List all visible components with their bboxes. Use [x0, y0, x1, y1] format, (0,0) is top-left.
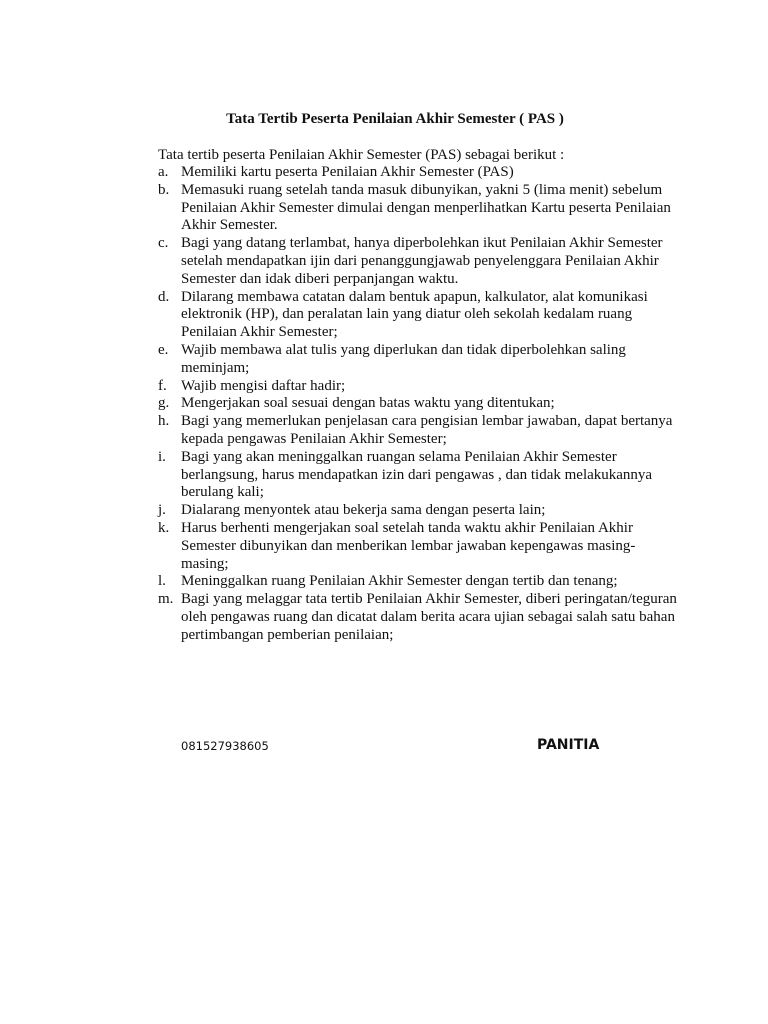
- list-item: [158, 449, 678, 502]
- list-item: [158, 289, 678, 342]
- list-item: [158, 182, 678, 235]
- list-item-text: Memasuki ruang setelah tanda masuk dibunyikan, yakni 5 (lima menit) sebelum Penilaian Akhir Semester dimulai dengan menperlihatkan Kartu peserta Penilaian Akhir Semester.: [181, 181, 671, 234]
- list-item: [158, 164, 678, 182]
- document-title: Tata Tertib Peserta Penilaian Akhir Semester ( PAS ): [226, 111, 564, 127]
- list-item: [158, 413, 678, 449]
- list-item-letter: b.: [158, 181, 170, 198]
- contact-phone: 081527938605: [181, 739, 269, 753]
- list-item-text: Wajib membawa alat tulis yang diperlukan dan tidak diperbolehkan saling meminjam;: [181, 341, 626, 376]
- list-item-text: Bagi yang memerlukan penjelasan cara pengisian lembar jawaban, dapat bertanya kepada pengawas Penilaian Akhir Semester;: [181, 413, 673, 447]
- list-item-text: Dilarang membawa catatan dalam bentuk apapun, kalkulator, alat komunikasi elektronik (HP), dan peralatan lain yang diatur oleh sekolah kedalam ruang Penilaian Akhir Semester;: [181, 288, 648, 341]
- list-item: [158, 591, 678, 644]
- list-item-letter: f.: [158, 377, 167, 394]
- list-item-text: Memiliki kartu peserta Penilaian Akhir Semester (PAS): [181, 164, 514, 180]
- list-item-letter: g.: [158, 395, 170, 412]
- signature-label: PANITIA: [537, 737, 600, 753]
- list-item-text: Bagi yang datang terlambat, hanya diperbolehkan ikut Penilaian Akhir Semester setelah mendapatkan ijin dari penanggungjawab penyelenggara Penilaian Akhir Semester dan idak diberi perpanjangan waktu.: [181, 235, 663, 287]
- list-item-letter: d.: [158, 288, 170, 305]
- list-item-text: Mengerjakan soal sesuai dengan batas waktu yang ditentukan;: [181, 395, 555, 412]
- list-item-letter: e.: [158, 341, 169, 358]
- intro-paragraph: Tata tertib peserta Penilaian Akhir Semester (PAS) sebagai berikut :: [158, 147, 565, 163]
- list-item: [158, 342, 678, 378]
- list-item-letter: i.: [158, 448, 166, 465]
- list-item: [158, 235, 678, 288]
- rules-list: [158, 164, 678, 645]
- list-item-letter: m.: [158, 591, 174, 608]
- list-item-text: Dialarang menyontek atau bekerja sama dengan peserta lain;: [181, 502, 546, 519]
- list-item-text: Bagi yang akan meninggalkan ruangan selama Penilaian Akhir Semester berlangsung, harus mendapatkan izin dari pengawas , dan tidak melakukannya berulang kali;: [181, 448, 653, 501]
- list-item-letter: k.: [158, 519, 170, 536]
- list-item-letter: a.: [158, 164, 169, 180]
- list-item: [158, 520, 678, 573]
- list-item: [158, 395, 678, 413]
- list-item-letter: j.: [158, 502, 166, 519]
- list-item-text: Harus berhenti mengerjakan soal setelah tanda waktu akhir Penilaian Akhir Semester dibunyikan dan menberikan lembar jawaban kepengawas masing-masing;: [181, 519, 636, 572]
- list-item-text: Wajib mengisi daftar hadir;: [181, 377, 346, 394]
- list-item-letter: l.: [158, 573, 166, 590]
- list-item-letter: c.: [158, 235, 169, 252]
- list-item: [158, 573, 678, 591]
- list-item-text: Bagi yang melaggar tata tertib Penilaian Akhir Semester, diberi peringatan/teguran oleh pengawas ruang dan dicatat dalam berita acara ujian sebagai salah satu bahan pertimbangan pemberian penilaian;: [181, 591, 677, 643]
- list-item-letter: h.: [158, 413, 170, 430]
- list-item: [158, 378, 678, 396]
- list-item: [158, 502, 678, 520]
- list-item-text: Meninggalkan ruang Penilaian Akhir Semester dengan tertib dan tenang;: [181, 573, 618, 590]
